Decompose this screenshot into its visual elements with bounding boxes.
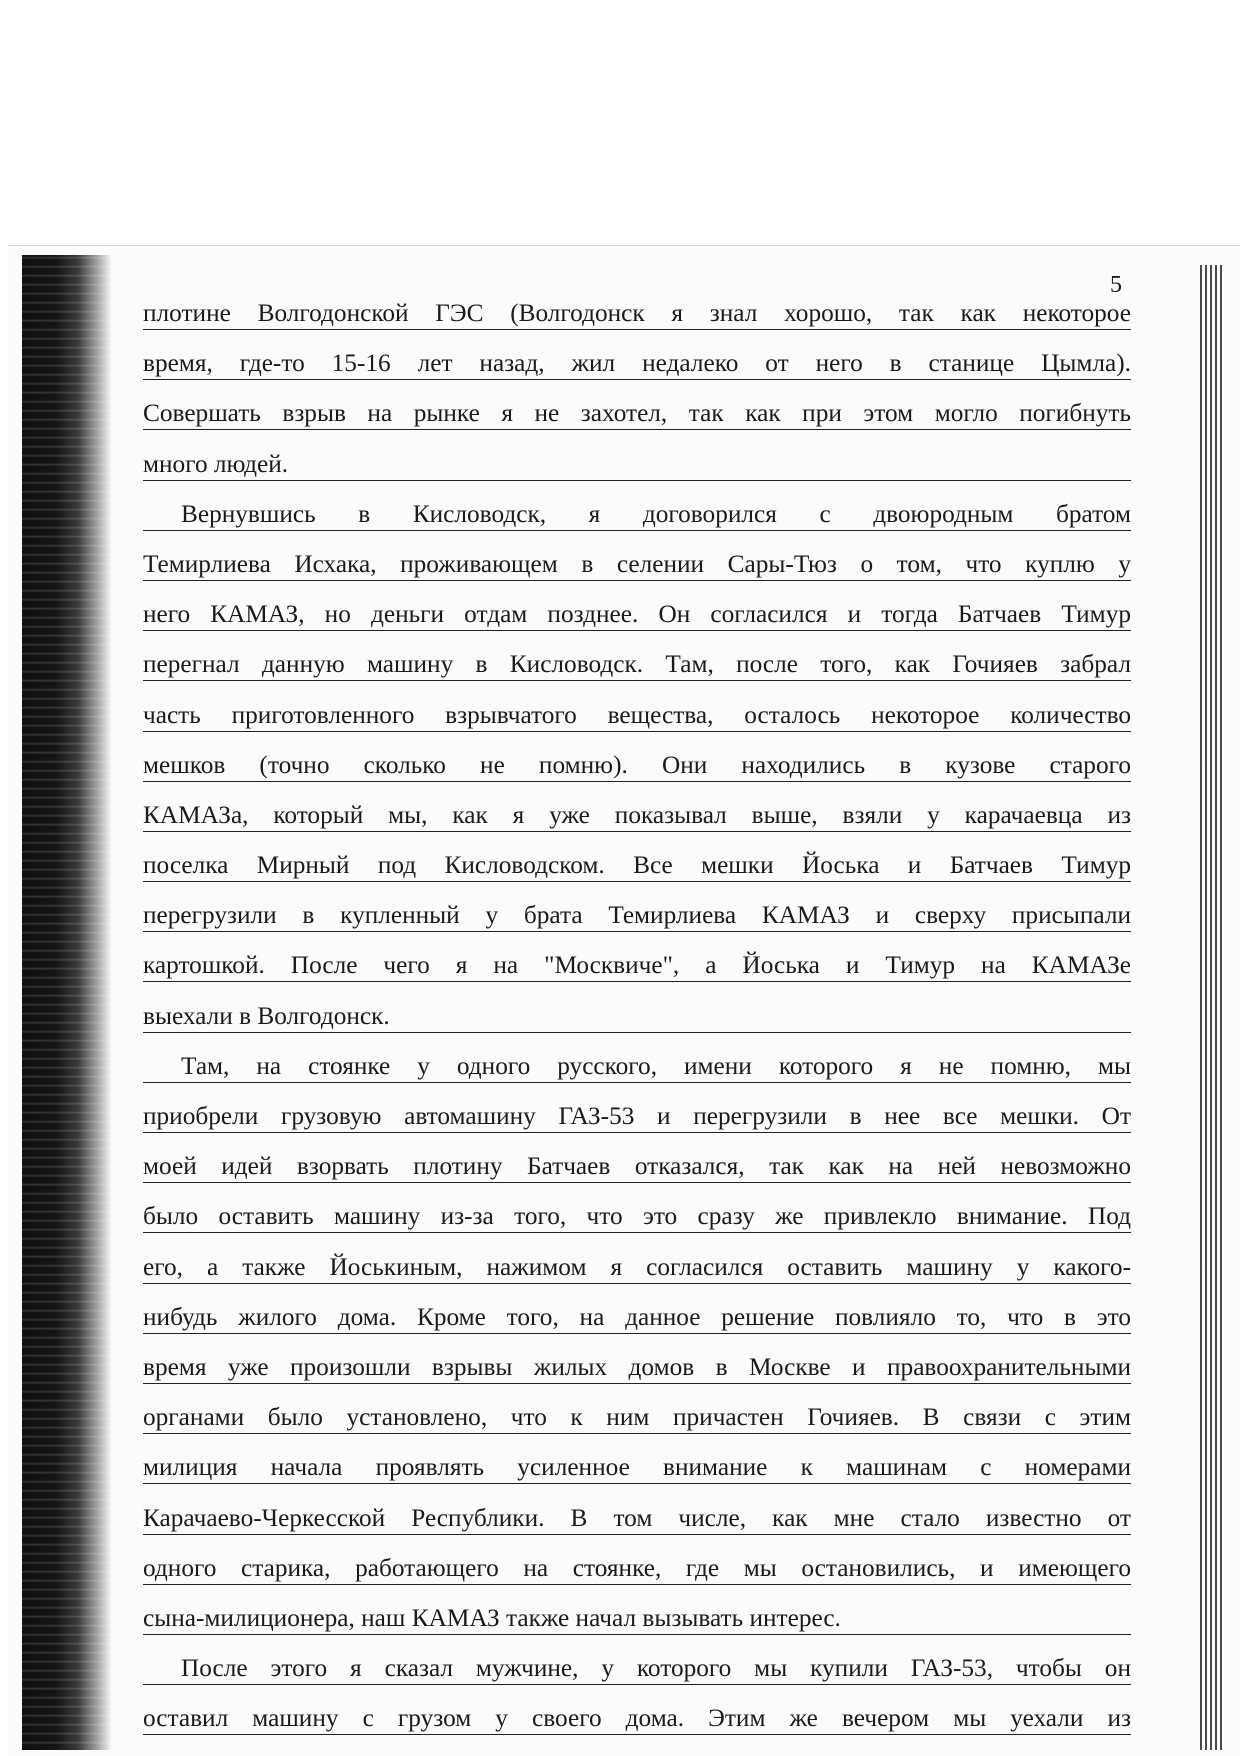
text-line-content: время, где-то 15-16 лет назад, жил недалеко от него в станице Цымла). bbox=[143, 349, 1131, 378]
text-line bbox=[143, 1302, 1131, 1352]
text-line bbox=[143, 1553, 1131, 1603]
text-line bbox=[143, 850, 1131, 900]
text-line-content: перегнал данную машину в Кисловодск. Там, после того, как Гочияев забрал bbox=[143, 650, 1131, 679]
text-line bbox=[143, 1653, 1131, 1703]
text-line bbox=[143, 449, 1131, 499]
text-line-content: было оставить машину из-за того, что это сразу же привлекло внимание. Под bbox=[143, 1202, 1131, 1231]
text-line bbox=[143, 700, 1131, 750]
text-line bbox=[143, 750, 1131, 800]
text-line-content: много людей. bbox=[143, 449, 289, 478]
text-line-content: время уже произошли взрывы жилых домов в Москве и правоохранительными bbox=[143, 1352, 1131, 1381]
text-line-content: милиция начала проявлять усиленное внимание к машинам с номерами bbox=[143, 1453, 1131, 1482]
text-line bbox=[143, 1101, 1131, 1151]
text-line bbox=[143, 1402, 1131, 1452]
text-line bbox=[143, 1703, 1131, 1753]
text-line-content: часть приготовленного взрывчатого вещества, осталось некоторое количество bbox=[143, 700, 1131, 729]
text-line bbox=[143, 298, 1131, 348]
text-line bbox=[143, 649, 1131, 699]
text-line-content: моей идей взорвать плотину Батчаев отказался, так как на ней невозможно bbox=[143, 1152, 1131, 1181]
text-line bbox=[143, 1201, 1131, 1251]
text-line-content: Темирлиева Исхака, проживающем в селении Сары-Тюз о том, что куплю у bbox=[143, 549, 1131, 578]
text-line bbox=[143, 950, 1131, 1000]
text-line bbox=[143, 1352, 1131, 1402]
text-line-content: мешков (точно сколько не помню). Они находились в кузове старого bbox=[143, 750, 1131, 779]
text-line-content: КАМАЗа, который мы, как я уже показывал выше, взяли у карачаевца из bbox=[143, 800, 1131, 829]
text-line-content: органами было установлено, что к ним причастен Гочияев. В связи с этим bbox=[143, 1403, 1131, 1432]
text-line bbox=[143, 599, 1131, 649]
text-line-content: нибудь жилого дома. Кроме того, на данное решение повлияло то, что в это bbox=[143, 1302, 1131, 1331]
text-line bbox=[143, 1151, 1131, 1201]
text-line bbox=[143, 1051, 1131, 1101]
text-line-content: Карачаево-Черкесской Республики. В том числе, как мне стало известно от bbox=[143, 1503, 1131, 1532]
text-line-content: оставил машину с грузом у своего дома. Этим же вечером мы уехали из bbox=[143, 1704, 1131, 1733]
text-line bbox=[143, 1252, 1131, 1302]
text-line bbox=[143, 1452, 1131, 1502]
text-line-content: его, а также Йоськиным, нажимом я согласился оставить машину у какого- bbox=[143, 1252, 1131, 1281]
text-line-content: выехали в Волгодонск. bbox=[143, 1001, 390, 1030]
text-line bbox=[143, 900, 1131, 950]
scan-right-edge bbox=[1200, 265, 1222, 1750]
text-line-content: перегрузили в купленный у брата Темирлиева КАМАЗ и сверху присыпали bbox=[143, 901, 1131, 930]
scan-dark-left-edge bbox=[22, 255, 112, 1750]
text-line bbox=[143, 499, 1131, 549]
text-line-content: одного старика, работающего на стоянке, где мы остановились, и имеющего bbox=[143, 1553, 1131, 1582]
text-line bbox=[143, 1603, 1131, 1653]
text-line-content: плотине Волгодонской ГЭС (Волгодонск я знал хорошо, так как некоторое bbox=[143, 299, 1131, 327]
text-line bbox=[143, 1001, 1131, 1051]
text-line bbox=[143, 398, 1131, 448]
text-line-content: картошкой. После чего я на "Москвиче", а Йоська и Тимур на КАМАЗе bbox=[143, 951, 1131, 980]
text-line-content: После этого я сказал мужчине, у которого мы купили ГАЗ-53, чтобы он bbox=[181, 1654, 1131, 1683]
text-line-content: Вернувшись в Кисловодск, я договорился с двоюродным братом bbox=[181, 499, 1131, 528]
text-line bbox=[143, 800, 1131, 850]
blank-top-margin bbox=[0, 0, 1240, 245]
text-line-content: него КАМАЗ, но деньги отдам позднее. Он согласился и тогда Батчаев Тимур bbox=[143, 600, 1131, 629]
text-line-content: поселка Мирный под Кисловодском. Все мешки Йоська и Батчаев Тимур bbox=[143, 851, 1131, 880]
text-line-content: сына-милиционера, наш КАМАЗ также начал вызывать интерес. bbox=[143, 1603, 841, 1632]
text-line bbox=[143, 348, 1131, 398]
page-number: 5 bbox=[1110, 272, 1122, 298]
text-line-content: приобрели грузовую автомашину ГАЗ-53 и перегрузили в нее все мешки. От bbox=[143, 1102, 1131, 1130]
text-line bbox=[143, 1503, 1131, 1553]
text-line-content: Совершать взрыв на рынке я не захотел, так как при этом могло погибнуть bbox=[143, 399, 1131, 428]
text-line bbox=[143, 549, 1131, 599]
text-line-content: Там, на стоянке у одного русского, имени которого я не помню, мы bbox=[181, 1051, 1131, 1080]
document-body bbox=[143, 298, 1131, 1753]
